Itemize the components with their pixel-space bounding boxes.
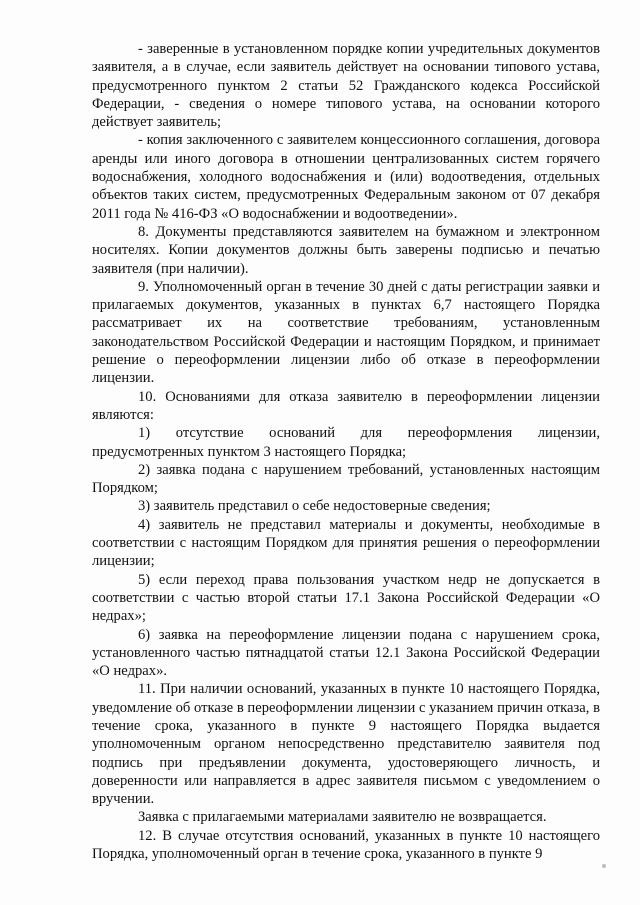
paragraph-concession-agreement: - копия заключенного с заявителем концессионного соглашения, договора аренды или иного договора в отношении централизованных систем горячего водоснабжения, холодного водоснабжения и (или) водоотведения, отдельных объектов таких систем, предусмотренных Федеральным законом от 07 декабря 2011 года № 416-ФЗ «О водоснабжении и водоотведении». bbox=[92, 132, 600, 222]
paragraph-ground-1: 1) отсутствие оснований для переоформления лицензии, предусмотренных пунктом 3 настоящего Порядка; bbox=[92, 425, 600, 460]
paragraph-founding-documents: - заверенные в установленном порядке копии учредительных документов заявителя, а в случае, если заявитель действует на основании типового устава, предусмотренного пунктом 2 статьи 52 Гражданского кодекса Российской Федерации, - сведения о номере типового устава, на основании которого действует заявитель; bbox=[92, 41, 600, 131]
paragraph-item-9: 9. Уполномоченный орган в течение 30 дней с даты регистрации заявки и прилагаемых документов, указанных в пунктах 6,7 настоящего Порядка рассматривает их на соответствие требованиям, установленным законодательством Российской Федерации и настоящим Порядком, и принимает решение о переоформлении лицензии либо об отказе в переоформлении лицензии. bbox=[92, 278, 600, 387]
paragraph-ground-4: 4) заявитель не представил материалы и документы, необходимые в соответствии с настоящим Порядком для принятия решения о переоформлении лицензии; bbox=[92, 516, 600, 570]
document-body bbox=[92, 40, 600, 863]
paragraph-item-11: 11. При наличии оснований, указанных в пункте 10 настоящего Порядка, уведомление об отказе в переоформлении лицензии с указанием причин отказа, в течение срока, указанного в пункте 9 настоящего Порядка выдается уполномоченным органом непосредственно представителю заявителя под подпись при предъявлении документа, удостоверяющего личность, и доверенности или направляется в адрес заявителя письмом с уведомлением о вручении. bbox=[92, 681, 600, 808]
paragraph-ground-3: 3) заявитель представил о себе недостоверные сведения; bbox=[138, 498, 491, 515]
paragraph-item-10: 10. Основаниями для отказа заявителю в переоформлении лицензии являются: bbox=[92, 388, 600, 423]
paragraph-ground-6: 6) заявка на переоформление лицензии подана с нарушением срока, установленного частью пятнадцатой статьи 12.1 Закона Российской Федерации «О недрах». bbox=[92, 626, 600, 680]
paragraph-application-not-returned: Заявка с прилагаемыми материалами заявителю не возвращается. bbox=[138, 809, 547, 826]
paragraph-ground-2: 2) заявка подана с нарушением требований, установленных настоящим Порядком; bbox=[92, 461, 600, 497]
paragraph-ground-5: 5) если переход права пользования участком недр не допускается в соответствии с частью второй статьи 17.1 Закона Российской Федерации «О недрах»; bbox=[92, 571, 600, 625]
paragraph-item-12: 12. В случае отсутствия оснований, указанных в пункте 10 настоящего Порядка, уполномоченный орган в течение срока, указанного в пункте 9 bbox=[92, 827, 600, 863]
paragraph-item-8: 8. Документы представляются заявителем на бумажном и электронном носителях. Копии документов должны быть заверены подписью и печатью заявителя (при наличии). bbox=[92, 223, 600, 277]
scan-speck bbox=[602, 864, 606, 868]
